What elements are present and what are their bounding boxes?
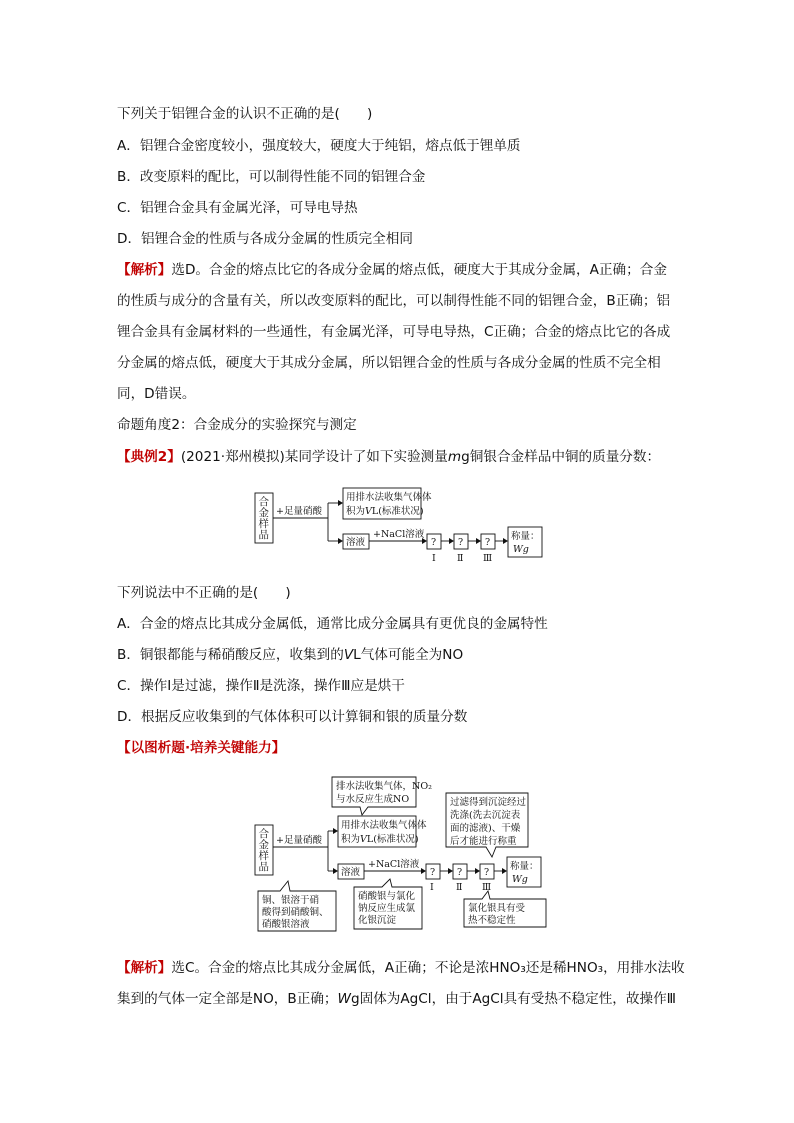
option-d-2: D．根据反应收集到的气体体积可以计算铜和银的质量分数 xyxy=(117,709,468,725)
svg-text:品: 品 xyxy=(258,861,269,873)
svg-text:+足量硝酸: +足量硝酸 xyxy=(276,506,322,517)
option-c-2: C．操作Ⅰ是过滤，操作Ⅱ是洗涤，操作Ⅲ应是烘干 xyxy=(117,678,405,694)
svg-text:与水反应生成NO: 与水反应生成NO xyxy=(336,794,410,805)
analysis-tag: 【解析】 xyxy=(117,262,172,278)
svg-text:?: ? xyxy=(458,537,464,548)
svg-text:?: ? xyxy=(485,537,491,548)
example-line: 【典例2】(2021·郑州模拟)某同学设计了如下实验测量mg铜银合金样品中铜的质量分数： xyxy=(117,449,661,465)
svg-text:溶液: 溶液 xyxy=(341,867,361,878)
svg-text:过滤得到沉淀经过: 过滤得到沉淀经过 xyxy=(450,797,527,808)
svg-text:?: ? xyxy=(431,537,437,548)
experiment-flowchart xyxy=(250,483,550,565)
option-b-2: B．铜银都能与稀硝酸反应，收集到的VL气体可能全为NO xyxy=(117,647,464,663)
svg-text:金: 金 xyxy=(258,839,269,851)
svg-text:溶液: 溶液 xyxy=(346,537,366,548)
svg-text:合: 合 xyxy=(258,828,269,840)
figure-section-heading: 【以图析题·培养关键能力】 xyxy=(117,740,286,756)
svg-text:用排水法收集气体体: 用排水法收集气体体 xyxy=(346,492,432,503)
svg-text:称量：: 称量： xyxy=(511,531,540,542)
svg-text:Wg: Wg xyxy=(512,874,528,885)
svg-text:洗涤(洗去沉淀表: 洗涤(洗去沉淀表 xyxy=(450,810,521,821)
svg-text:后才能进行称重: 后才能进行称重 xyxy=(450,836,517,847)
svg-text:品: 品 xyxy=(258,529,269,541)
svg-text:积为VL(标准状况): 积为VL(标准状况) xyxy=(346,506,424,517)
svg-text:Ⅰ: Ⅰ xyxy=(430,882,434,893)
question-stem: 下列关于铝锂合金的认识不正确的是( ) xyxy=(117,106,373,122)
svg-text:+NaCl溶液: +NaCl溶液 xyxy=(368,859,420,870)
analysis-line: 的性质与成分的含量有关，所以改变原料的配比，可以制得性能不同的铝锂合金，B正确；铝 xyxy=(117,293,671,309)
angle-heading: 命题角度2：合金成分的实验探究与测定 xyxy=(117,417,357,433)
svg-text:?: ? xyxy=(430,867,436,878)
svg-text:硝酸银溶液: 硝酸银溶液 xyxy=(262,919,310,930)
analysis-tag: 【解析】 xyxy=(117,960,172,976)
svg-text:?: ? xyxy=(457,867,463,878)
annotated-flowchart xyxy=(250,773,560,935)
svg-text:?: ? xyxy=(484,867,490,878)
svg-text:氯化银具有受: 氯化银具有受 xyxy=(468,903,526,914)
svg-text:用排水法收集气体体: 用排水法收集气体体 xyxy=(341,820,427,831)
analysis-2-line1: 【解析】选C。合金的熔点比其成分金属低，A正确；不论是浓HNO₃还是稀HNO₃，用排水法收 xyxy=(117,960,685,976)
svg-text:排水法收集气体，NO₂: 排水法收集气体，NO₂ xyxy=(336,781,432,792)
example-tag: 【典例2】 xyxy=(117,449,181,465)
svg-text:+NaCl溶液: +NaCl溶液 xyxy=(373,529,425,540)
svg-text:Wg: Wg xyxy=(513,544,529,555)
option-a-2: A．合金的熔点比其成分金属低，通常比成分金属具有更优良的金属特性 xyxy=(117,616,548,632)
option-b: B．改变原料的配比，可以制得性能不同的铝锂合金 xyxy=(117,169,426,185)
svg-text:Ⅲ: Ⅲ xyxy=(482,882,492,893)
question-stem-2: 下列说法中不正确的是( ) xyxy=(117,585,291,601)
svg-text:Ⅲ: Ⅲ xyxy=(483,553,493,564)
svg-text:硝酸银与氯化: 硝酸银与氯化 xyxy=(358,891,416,902)
svg-text:合: 合 xyxy=(258,496,269,508)
svg-text:Ⅱ: Ⅱ xyxy=(456,882,463,893)
svg-text:金: 金 xyxy=(258,507,269,519)
svg-text:钠反应生成氯: 钠反应生成氯 xyxy=(358,903,416,914)
analysis-line: 同，D错误。 xyxy=(117,386,196,402)
svg-text:Ⅱ: Ⅱ xyxy=(457,553,464,564)
analysis-line: 【解析】选D。合金的熔点比它的各成分金属的熔点低，硬度大于其成分金属，A正确；合金 xyxy=(117,262,667,278)
option-a: A．铝锂合金密度较小，强度较大，硬度大于纯铝，熔点低于锂单质 xyxy=(117,138,521,154)
svg-text:积为VL(标准状况): 积为VL(标准状况) xyxy=(341,834,419,845)
svg-text:铜、银溶于硝: 铜、银溶于硝 xyxy=(262,895,320,906)
svg-text:Ⅰ: Ⅰ xyxy=(432,553,436,564)
analysis-line: 分金属的熔点低，硬度大于其成分金属，所以铝锂合金的性质与各成分金属的性质不完全相 xyxy=(117,355,661,371)
option-d: D．铝锂合金的性质与各成分金属的性质完全相同 xyxy=(117,231,413,247)
svg-text:面的滤液)、干燥: 面的滤液)、干燥 xyxy=(450,823,521,834)
svg-text:称量：: 称量： xyxy=(510,861,539,872)
svg-text:样: 样 xyxy=(258,518,269,530)
svg-text:化银沉淀: 化银沉淀 xyxy=(358,915,397,926)
svg-text:样: 样 xyxy=(258,850,269,862)
svg-text:+足量硝酸: +足量硝酸 xyxy=(276,835,322,846)
svg-text:热不稳定性: 热不稳定性 xyxy=(468,915,516,926)
option-c: C．铝锂合金具有金属光泽，可导电导热 xyxy=(117,200,358,216)
svg-text:酸得到硝酸铜、: 酸得到硝酸铜、 xyxy=(262,907,329,918)
analysis-2-line2: 集到的气体一定全部是NO，B正确；Wg固体为AgCl，由于AgCl具有受热不稳定性，故操作Ⅲ xyxy=(117,991,677,1007)
analysis-line: 锂合金具有金属材料的一些通性，有金属光泽，可导电导热，C正确；合金的熔点比它的各成 xyxy=(117,324,671,340)
